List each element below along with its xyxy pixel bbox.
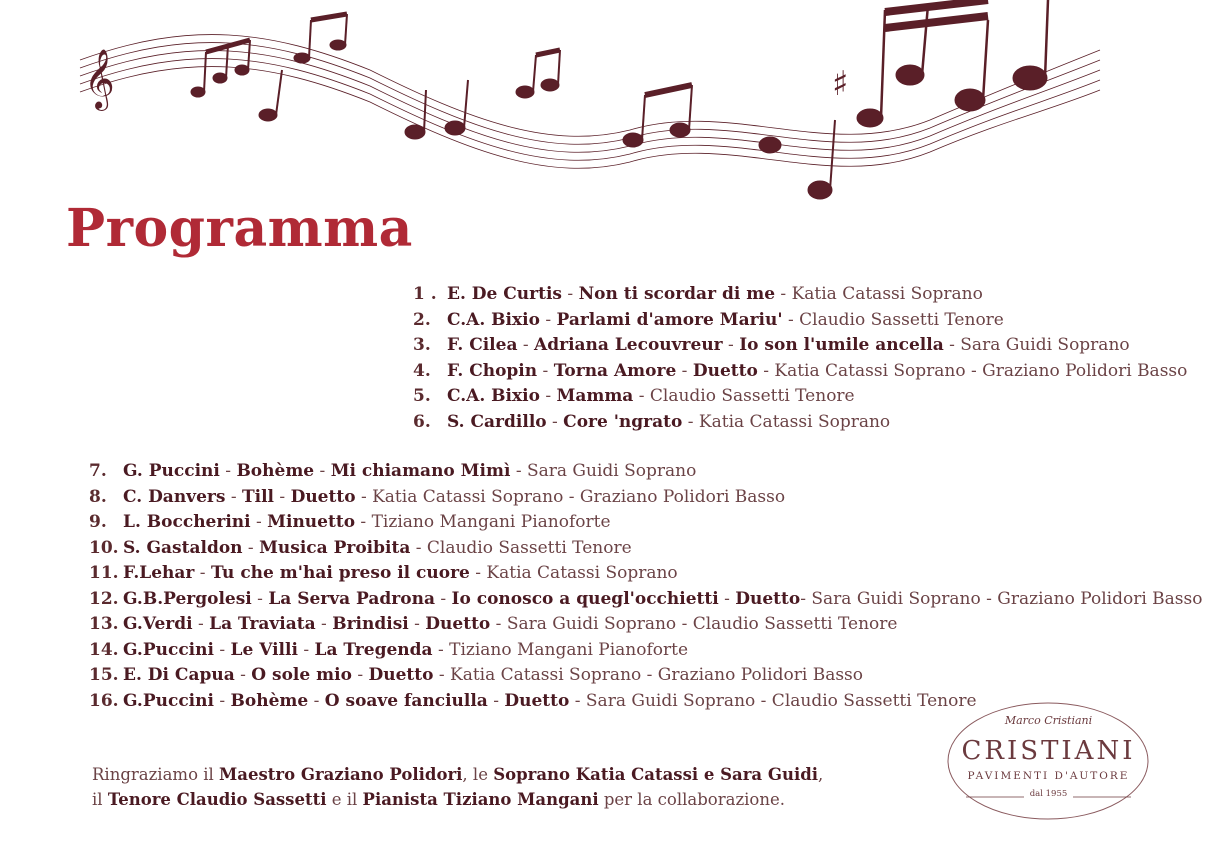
acknowledgements-line2 [92,787,823,812]
program-item [89,459,1203,485]
program-item [89,510,1203,536]
bold-text: Duetto [425,614,491,634]
bold-text: C.A. Bixio [447,309,540,330]
program-item [413,333,1187,359]
light-text: - Katia Catassi Soprano - Graziano Polidori Basso [433,665,864,685]
light-text: - Tiziano Mangani Pianoforte [355,512,611,532]
light-text: - [213,690,231,711]
light-text: il [92,790,108,809]
program-item-number: 13. [89,614,119,634]
program-item [413,282,1187,308]
light-text: - [722,335,740,355]
light-text: , le [462,765,494,784]
bold-text: Duetto [290,486,356,507]
light-text: - [250,512,268,532]
bold-text: Io son l'umile ancella [739,335,944,355]
bold-text: Minuetto [267,512,356,532]
program-item [89,485,1203,511]
page-title: Programma [66,198,413,259]
light-text: - Katia Catassi Soprano - Graziano Polidori Basso [355,486,786,507]
light-text: - [434,588,452,609]
light-text: - [219,461,237,481]
bold-text: Brindisi [332,614,409,634]
bold-text: F.Lehar [123,563,195,583]
bold-text: C.A. Bixio [447,386,540,406]
logo-since: dal 1955 [1029,789,1068,799]
program-item-number: 6. [413,411,431,432]
bold-text: Pianista Tiziano Mangani [362,790,599,809]
logo-subtitle: PAVIMENTI D'AUTORE [967,770,1130,782]
program-item [413,359,1187,385]
light-text: - [225,486,242,507]
svg-text:♯: ♯ [832,64,849,104]
bold-text: O sole mio [251,665,352,685]
program-item [89,638,1203,664]
light-text: - [297,639,315,660]
light-text: - Sara Guidi Soprano [943,335,1130,355]
light-text: - [539,309,557,330]
bold-text: Mi chiamano Mimì [330,461,511,481]
bold-text: Duetto [368,665,434,685]
bold-text: S. Gastaldon [123,537,243,558]
light-text: - [676,360,693,381]
bold-text: La Serva Padrona [268,588,435,609]
cristiani-logo [946,700,1151,822]
bold-text: Tu che m'hai preso il cuore [210,563,470,583]
program-item-number: 4. [413,360,431,381]
acknowledgements [92,762,823,812]
program-item-number: 3. [413,335,431,355]
light-text: - [314,461,331,481]
light-text: - [315,614,333,634]
bold-text: O soave fanciulla [324,690,488,711]
bold-text: Tenore Claudio Sassetti [107,790,327,809]
logo-name: CRISTIANI [961,736,1136,766]
light-text: - [242,537,260,558]
program-item [413,410,1187,436]
bold-text: E. Di Capua [123,665,235,685]
program-item [89,587,1203,613]
program-item [89,663,1203,689]
bold-text: G.Puccini [123,639,214,660]
program-item [89,612,1203,638]
program-item-number: 1 . [413,284,437,304]
program-item [89,561,1203,587]
bold-text: La Traviata [209,614,316,634]
bold-text: C. Danvers [123,486,226,507]
light-text: - Claudio Sassetti Tenore [782,309,1004,330]
bold-text: Duetto [692,360,758,381]
program-list-part1 [413,282,1187,435]
bold-text: Adriana Lecouvreur [534,335,723,355]
program-item-number: 8. [89,486,107,507]
program-item-number: 5. [413,386,431,406]
light-text: per la collaborazione. [598,790,785,809]
bold-text: Duetto [504,690,570,711]
light-text: - Claudio Sassetti Tenore [410,537,632,558]
light-text: , [818,765,824,784]
acknowledgements-line1 [92,762,823,787]
light-text: - [562,284,579,304]
light-text: - [308,690,325,711]
light-text: - [251,588,269,609]
light-text: - Katia Catassi Soprano [775,284,983,304]
bold-text: Bohème [230,690,309,711]
bold-text: G.Puccini [123,690,214,711]
bold-text: Bohème [236,461,315,481]
bold-text: Soprano Katia Catassi e Sara Guidi [493,765,819,784]
bold-text: Duetto [735,588,801,609]
svg-text:𝄞: 𝄞 [84,49,115,109]
program-item [413,384,1187,410]
light-text: - [192,614,210,634]
bold-text: Non ti scordar di me [578,284,776,304]
program-item-number: 11. [89,563,119,583]
program-list-part2 [89,459,1203,714]
light-text: - Tiziano Mangani Pianoforte [432,639,689,660]
light-text: - Katia Catassi Soprano [682,411,891,432]
bold-text: G.B.Pergolesi [123,588,252,609]
light-text: - [234,665,252,685]
program-item [89,536,1203,562]
light-text: - [213,639,231,660]
bold-text: Maestro Graziano Polidori [219,765,463,784]
light-text: - [408,614,426,634]
light-text: - [274,486,291,507]
bold-text: La Tregenda [314,639,433,660]
light-text: - [537,360,554,381]
light-text: - [539,386,557,406]
light-text: - Sara Guidi Soprano - Claudio Sassetti Tenore [569,690,977,711]
bold-text: Musica Proibita [259,537,411,558]
bold-text: F. Cilea [447,335,518,355]
bold-text: Torna Amore [553,360,677,381]
light-text: - Sara Guidi Soprano [510,461,697,481]
bold-text: Mamma [556,386,634,406]
program-item-number: 7. [89,461,107,481]
light-text: - [517,335,535,355]
bold-text: G.Verdi [123,614,193,634]
program-item-number: 14. [89,639,119,660]
program-item-number: 2. [413,309,431,330]
bold-text: G. Puccini [123,461,220,481]
light-text: - [546,411,564,432]
bold-text: Till [241,486,275,507]
bold-text: Le Villi [230,639,298,660]
light-text: - [194,563,211,583]
bold-text: Core 'ngrato [563,411,683,432]
light-text: - Sara Guidi Soprano - Graziano Polidori Basso [800,588,1203,609]
bold-text: F. Chopin [447,360,538,381]
light-text: e il [326,790,363,809]
light-text: - Katia Catassi Soprano [469,563,678,583]
light-text: - Katia Catassi Soprano - Graziano Polidori Basso [757,360,1188,381]
light-text: Ringraziamo il [92,765,220,784]
bold-text: Io conosco a quegl'occhietti [451,588,719,609]
program-item-number: 15. [89,665,119,685]
bold-text: Parlami d'amore Mariu' [556,309,783,330]
light-text: - [487,690,505,711]
program-item-number: 10. [89,537,119,558]
bold-text: S. Cardillo [447,411,547,432]
program-item-number: 16. [89,690,119,711]
bold-text: E. De Curtis [447,284,562,304]
bold-text: L. Boccherini [123,512,251,532]
light-text: - [351,665,369,685]
light-text: - [718,588,736,609]
program-item [413,308,1187,334]
light-text: - Sara Guidi Soprano - Claudio Sassetti Tenore [490,614,898,634]
logo-signature: Marco Cristiani [1004,714,1093,727]
program-item-number: 9. [89,512,107,532]
light-text: - Claudio Sassetti Tenore [633,386,855,406]
program-item-number: 12. [89,588,119,609]
